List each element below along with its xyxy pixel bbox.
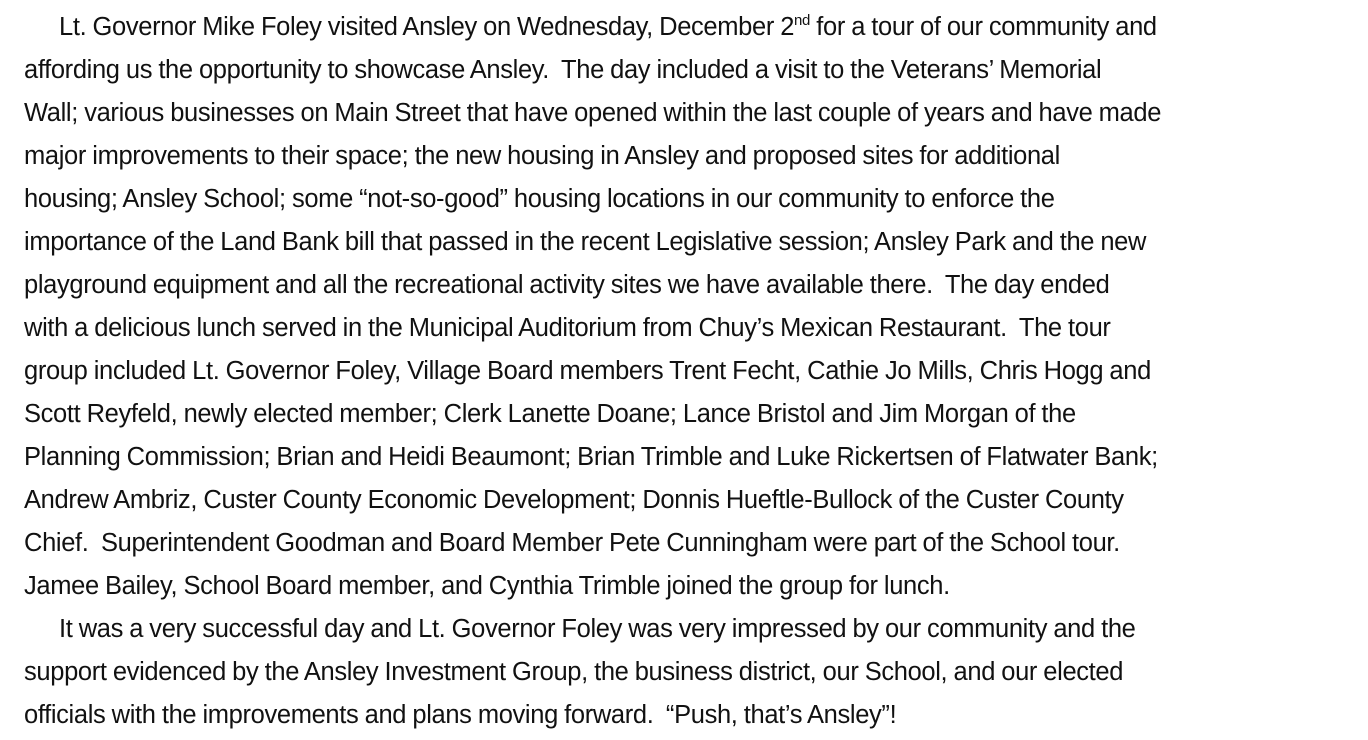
text-line-segment: Lt. Governor Mike Foley visited Ansley on Wednesday, December 2 [59,13,795,41]
text-line: Planning Commission; Brian and Heidi Beaumont; Brian Trimble and Luke Rickertsen of Flatwater Bank; [24,443,1158,471]
text-line: officials with the improvements and plans moving forward. “Push, that’s Ansley”! [24,701,897,729]
text-line: affording us the opportunity to showcase Ansley. The day included a visit to the Veterans’ Memorial [24,56,1102,84]
text-line: Jamee Bailey, School Board member, and Cynthia Trimble joined the group for lunch. [24,572,950,600]
text-line: Scott Reyfeld, newly elected member; Clerk Lanette Doane; Lance Bristol and Jim Morgan of the [24,400,1076,428]
paragraph-visit-conclusion [24,608,1348,737]
text-line: importance of the Land Bank bill that passed in the recent Legislative session; Ansley Park and the new [24,228,1147,256]
text-line: Chief. Superintendent Goodman and Board Member Pete Cunningham were part of the School tour. [24,529,1120,557]
document-page [24,6,1348,737]
text-line: support evidenced by the Ansley Investment Group, the business district, our School, and our elected [24,658,1124,686]
text-line: playground equipment and all the recreational activity sites we have available there. The day ended [24,271,1110,299]
text-line: with a delicious lunch served in the Municipal Auditorium from Chuy’s Mexican Restaurant. The tour [24,314,1111,342]
text-line: housing; Ansley School; some “not-so-good” housing locations in our community to enforce the [24,185,1055,213]
text-line: major improvements to their space; the new housing in Ansley and proposed sites for additional [24,142,1060,170]
text-line: It was a very successful day and Lt. Governor Foley was very impressed by our community and the [59,615,1136,643]
ordinal-suffix: nd [794,12,811,29]
text-line: group included Lt. Governor Foley, Village Board members Trent Fecht, Cathie Jo Mills, Chris Hogg and [24,357,1151,385]
text-line-segment: for a tour of our community and [810,13,1157,41]
text-line [24,6,1348,49]
paragraph-lt-governor-visit [24,6,1348,608]
text-line: Wall; various businesses on Main Street that have opened within the last couple of years and have made [24,99,1162,127]
text-line: Andrew Ambriz, Custer County Economic Development; Donnis Hueftle-Bullock of the Custer County [24,486,1124,514]
